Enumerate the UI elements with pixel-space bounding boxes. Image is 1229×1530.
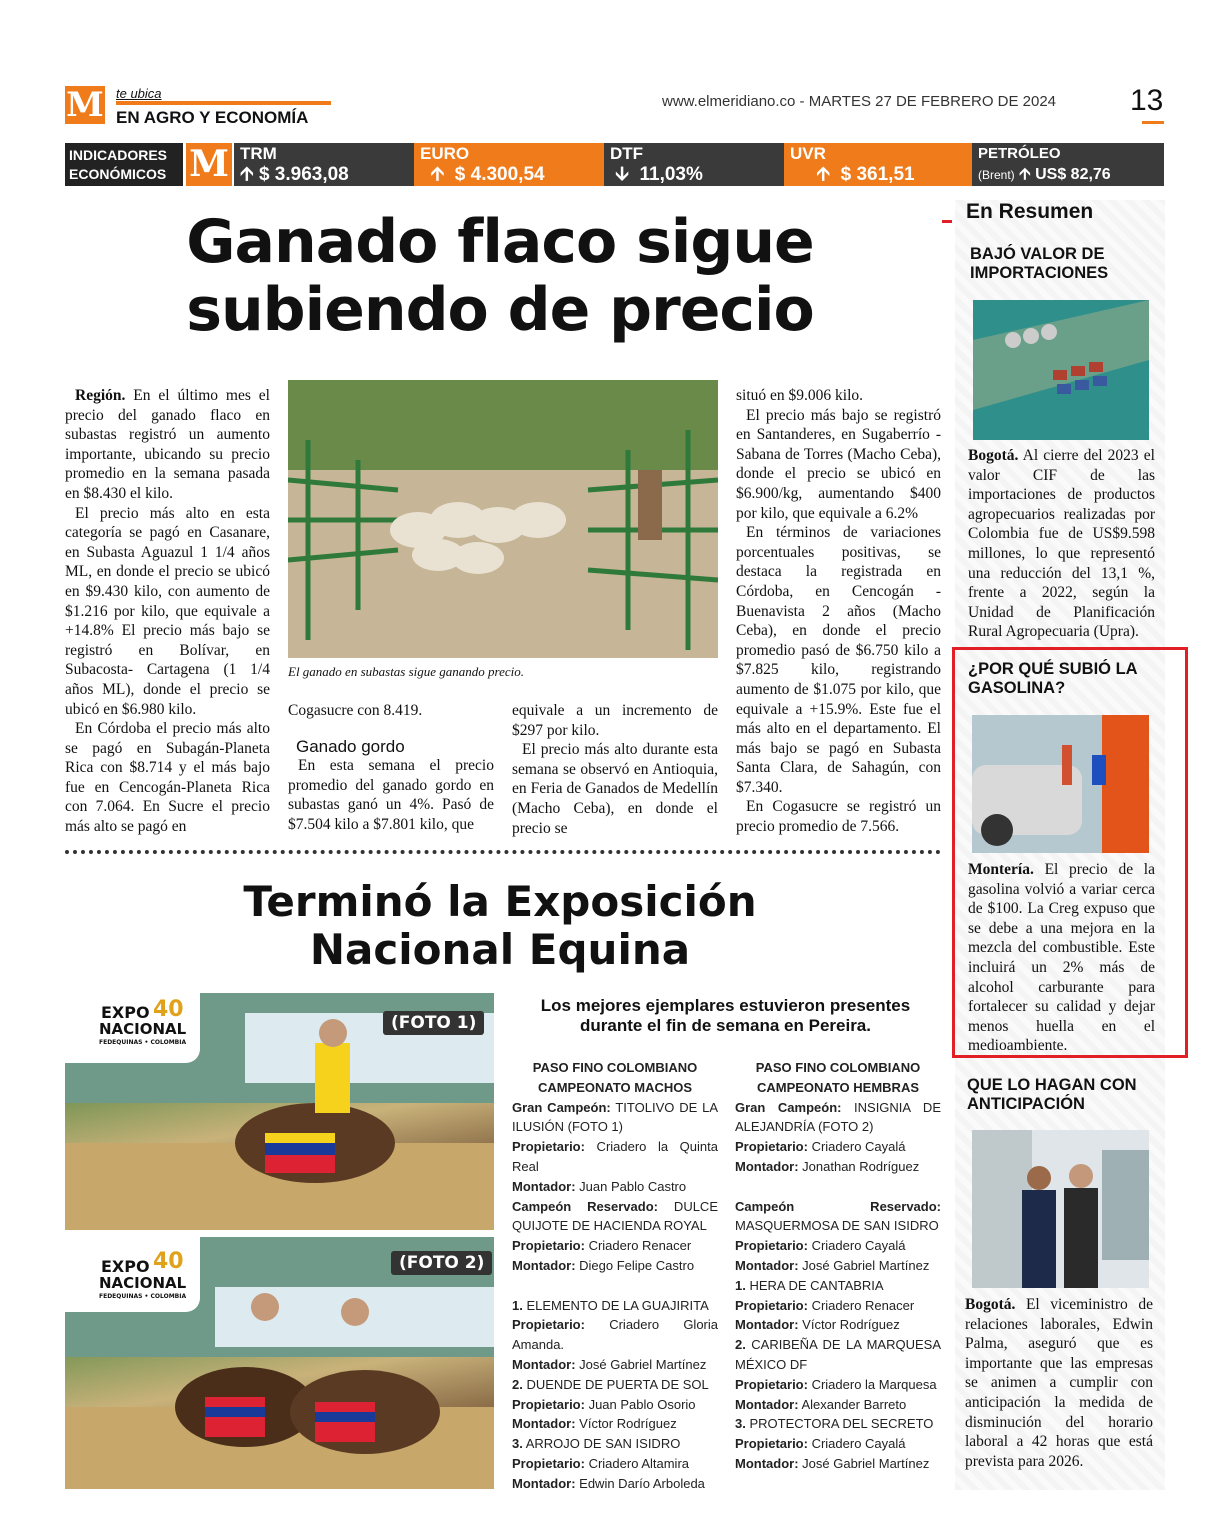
winner-line bbox=[512, 1098, 718, 1138]
winner-key: Montador: bbox=[512, 1475, 576, 1491]
winner-value: DULCE QUIJOTE DE HACIENDA ROYAL bbox=[512, 1198, 718, 1234]
article-divider bbox=[65, 850, 941, 854]
article1-col1: Región. En el último mes el precio del ganado flaco en subastas registró un aumento importante, ubicando su precio promedio en la semana pasada en $8.430 el kilo. El precio más alto en esta categoría se pagó en Casanare, en Subasta Aguazul 1 1/4 años ML, en donde el precio se ubicó en $9.430 kilo, con aumento de $1.216 por kilo, que equivale a +14.8% El precio más bajo se registró en Bolívar, en Subacosta- Cartagena (1 1/4 años ML), donde el precio se ubicó en $6.980 kilo. En Córdoba el precio más alto se pagó en Subagán-Planeta Rica con $8.714 y el más bajo fue en Cencogán-Planeta Rica con 7.064. En Sucre el precio más alto se pagó en bbox=[65, 387, 270, 836]
photo-tag-1: (FOTO 1) bbox=[383, 1011, 484, 1035]
indicators-label bbox=[65, 143, 183, 186]
cattle-auction-photo bbox=[288, 380, 718, 658]
expo-logo: EXPO NACIONAL 40 FEDEQUINAS • COLOMBIA bbox=[65, 993, 200, 1063]
winner-value: MASQUERMOSA DE SAN ISIDRO bbox=[735, 1218, 939, 1234]
winner-key: Montador: bbox=[512, 1416, 576, 1432]
winner-key: Montador: bbox=[735, 1317, 799, 1333]
winner-key: Montador: bbox=[735, 1396, 799, 1412]
winner-line bbox=[512, 1197, 718, 1237]
subhead-ganado-gordo: Ganado gordo bbox=[296, 736, 405, 756]
sidebar-marker bbox=[942, 220, 952, 223]
winner-value: PROTECTORA DEL SECRETO bbox=[745, 1416, 934, 1432]
indicator-euro bbox=[414, 143, 604, 186]
horse-photo-2 bbox=[65, 1237, 494, 1489]
indicators-label-line2: ECONÓMICOS bbox=[69, 166, 167, 182]
page-number-rule bbox=[1142, 121, 1164, 124]
winner-value: TITOLIVO DE LA ILUSIÓN (FOTO 1) bbox=[512, 1099, 718, 1135]
winner-key: Propietario: bbox=[512, 1455, 585, 1471]
winner-key: Campeón Reservado: bbox=[735, 1198, 941, 1214]
brief-text-gasolina: Montería. El precio de la gasolina volvió a variar cerca de $100. La Creg expuso que se debe a una mejora en la mezcla del combustible. Este incluirá un 2% más de alcohol carburante para fortalecer su calidad y dejar menos huella en el medioambiente. bbox=[968, 861, 1155, 1055]
winners-heading: CAMPEONATO HEMBRAS bbox=[756, 1079, 920, 1095]
headline-exposicion: Terminó la Exposición Nacional Equina bbox=[243, 877, 757, 974]
winner-line bbox=[735, 1414, 941, 1434]
winner-value: Criadero Renacer bbox=[807, 1297, 915, 1313]
winner-line bbox=[512, 1276, 718, 1296]
winner-key: Montador: bbox=[735, 1257, 799, 1273]
winner-value: Criadero Cayalá bbox=[807, 1436, 906, 1452]
winner-value: Juan Pablo Osorio bbox=[584, 1396, 696, 1412]
winner-key: Propietario: bbox=[512, 1317, 585, 1333]
article1-col3: equivale a un incremento de $297 por kilo. El precio más alto durante esta semana se observó en Antioquia, en Feria de Ganados de Medellín (Macho Ceba), en donde el precio se bbox=[512, 702, 718, 837]
winner-key: 1. bbox=[735, 1277, 746, 1293]
winner-key: Montador: bbox=[512, 1178, 576, 1194]
winner-line bbox=[735, 1236, 941, 1256]
winner-line bbox=[512, 1256, 718, 1276]
winner-value: Criadero Cayalá bbox=[807, 1139, 906, 1155]
photo-caption: El ganado en subastas sigue ganando precio. bbox=[288, 664, 525, 679]
winner-key: Propietario: bbox=[735, 1376, 808, 1392]
winner-line bbox=[735, 1454, 941, 1474]
winner-key: 3. bbox=[512, 1436, 523, 1452]
winner-key: Gran Campeón: bbox=[512, 1099, 611, 1115]
brief-text-anticipacion: Bogotá. El viceministro de relaciones laborales, Edwin Palma, aseguró que es importante que las empresas se animen a cumplir con anticipación la medida de disminución del horario laboral a 42 horas que está prevista para 2026. bbox=[965, 1296, 1153, 1470]
winner-line bbox=[512, 1454, 718, 1474]
winner-line bbox=[735, 1276, 941, 1296]
winner-line bbox=[512, 1355, 718, 1375]
up-arrow-icon: 🡩 bbox=[240, 164, 254, 185]
indicator-name: PETRÓLEO bbox=[978, 145, 1061, 162]
winner-key: 2. bbox=[735, 1337, 746, 1353]
winner-value: CARIBEÑA DE LA MARQUESA MÉXICO DF bbox=[735, 1337, 941, 1372]
winner-key: Montador: bbox=[735, 1455, 799, 1471]
indicators-label-line1: INDICADORES bbox=[69, 147, 168, 163]
indicator-name: TRM bbox=[240, 144, 277, 163]
expo-logo: EXPO NACIONAL 40 FEDEQUINAS • COLOMBIA bbox=[65, 1237, 200, 1312]
winner-value: Víctor Rodríguez bbox=[798, 1317, 900, 1333]
lead-location: Región. bbox=[75, 387, 126, 404]
officials-photo bbox=[972, 1130, 1149, 1288]
horse-photo-1 bbox=[65, 993, 494, 1230]
winner-key: Propietario: bbox=[512, 1139, 585, 1155]
winner-value: ARROJO DE SAN ISIDRO bbox=[522, 1436, 681, 1452]
winner-line bbox=[735, 1375, 941, 1395]
winner-value: INSIGNIA DE ALEJANDRÍA (FOTO 2) bbox=[735, 1099, 941, 1135]
winner-value: Diego Felipe Castro bbox=[575, 1257, 695, 1273]
winner-value: José Gabriel Martínez bbox=[798, 1257, 930, 1273]
brief-title-gasolina: ¿POR QUÉ SUBIÓ LA GASOLINA? bbox=[968, 660, 1137, 697]
winners-heading: PASO FINO COLOMBIANO bbox=[532, 1060, 698, 1075]
winner-value: Criadero Renacer bbox=[584, 1238, 692, 1254]
winner-value: Criadero la Quinta Real bbox=[512, 1139, 718, 1174]
winner-line bbox=[512, 1474, 718, 1494]
winner-line bbox=[512, 1414, 718, 1434]
winner-key: 1. bbox=[512, 1297, 523, 1313]
winner-line bbox=[512, 1177, 718, 1197]
headline-ganado: Ganado flaco sigue subiendo de precio bbox=[186, 207, 814, 345]
winners-heading: CAMPEONATO MACHOS bbox=[537, 1079, 693, 1095]
winner-line bbox=[512, 1375, 718, 1395]
winner-value: HERA DE CANTABRIA bbox=[745, 1277, 884, 1293]
indicator-uvr bbox=[784, 143, 972, 186]
winner-value: Edwin Darío Arboleda bbox=[575, 1475, 705, 1491]
winner-line bbox=[735, 1296, 941, 1316]
winner-key: Propietario: bbox=[735, 1297, 808, 1313]
winner-key: Gran Campeón: bbox=[735, 1099, 842, 1115]
header-rule bbox=[116, 101, 331, 105]
winner-value: DUENDE DE PUERTA DE SOL bbox=[522, 1376, 709, 1392]
indicator-value: (Brent) 🡩 US$ 82,76 bbox=[978, 166, 1111, 183]
gas-station-photo bbox=[972, 715, 1149, 853]
page-number: 13 bbox=[1130, 84, 1164, 117]
winner-line bbox=[735, 1434, 941, 1454]
article1-col4: situó en $9.006 kilo. El precio más bajo se registró en Santanderes, en Sugaberrío - Sabana de Torres (Macho Ceba), donde el precio se ubicó en $6.900/kg, aumentando $400 por kilo, que equivale a 6.2% En términos de variaciones porcentuales positivas, se destaca la registrada en Córdoba, en Cencogán - Buenavista 2 años (Macho Ceba), en donde el precio promedio pasó de $6.750 kilo a $7.825 kilo, registrando aumento de $1.075 por kilo, que equivale a +15.9%. Este fue el más alto en el departamento. El más bajo se pagó en Subasta Santa Clara, de Sahagún, con $7.340. En Cogasucre se registró un precio promedio de 7.566. bbox=[736, 387, 941, 836]
winner-key: Propietario: bbox=[735, 1436, 808, 1452]
winner-line bbox=[512, 1434, 718, 1454]
up-arrow-icon: 🡩 bbox=[1019, 166, 1031, 183]
up-arrow-icon: 🡩 bbox=[430, 164, 445, 185]
indicator-name: EURO bbox=[420, 144, 470, 163]
winners-hembras bbox=[735, 1058, 941, 1474]
winner-key: Propietario: bbox=[512, 1396, 585, 1412]
indicator-dtf bbox=[604, 143, 784, 186]
winner-line bbox=[512, 1315, 718, 1355]
winner-line bbox=[735, 1137, 941, 1157]
winner-value: Víctor Rodríguez bbox=[575, 1416, 677, 1432]
winner-value: José Gabriel Martínez bbox=[575, 1356, 707, 1372]
winner-line bbox=[512, 1137, 718, 1177]
winner-key: Propietario: bbox=[735, 1139, 808, 1155]
article1-col2: Cogasucre con 8.419. Ganado gordo En esta semana el precio promedio del ganado gordo en subastas ganó un 4%. Pasó de $7.504 kilo a $7.801 kilo, que bbox=[288, 702, 494, 833]
photo-tag-2: (FOTO 2) bbox=[391, 1251, 492, 1275]
winner-key: Campeón Reservado: bbox=[512, 1198, 658, 1214]
indicator-name: UVR bbox=[790, 144, 826, 163]
winner-value: Criadero la Marquesa bbox=[807, 1376, 937, 1392]
winner-value: Jonathan Rodríguez bbox=[798, 1158, 920, 1174]
indicators-logo: M bbox=[186, 143, 232, 186]
winner-value: Alexander Barreto bbox=[798, 1396, 907, 1412]
indicator-value: 🡩 $ 361,51 bbox=[816, 164, 915, 185]
winner-value: Criadero Gloria Amanda. bbox=[512, 1317, 718, 1353]
indicator-trm bbox=[234, 143, 414, 186]
winner-value: Criadero Cayalá bbox=[807, 1238, 906, 1254]
winner-line bbox=[735, 1335, 941, 1375]
winner-line bbox=[735, 1315, 941, 1335]
winner-value: Juan Pablo Castro bbox=[575, 1178, 687, 1194]
section-title: EN AGRO Y ECONOMÍA bbox=[116, 108, 309, 127]
winners-machos bbox=[512, 1058, 718, 1494]
winner-key: Montador: bbox=[512, 1257, 576, 1273]
winner-line bbox=[735, 1256, 941, 1276]
down-arrow-icon: 🡫 bbox=[615, 164, 629, 185]
winner-key: 2. bbox=[512, 1376, 523, 1392]
sidebar-title: En Resumen bbox=[966, 200, 1094, 223]
port-photo bbox=[973, 300, 1149, 440]
winner-line bbox=[735, 1157, 941, 1177]
indicator-name: DTF bbox=[610, 144, 644, 163]
winner-line bbox=[735, 1395, 941, 1415]
brief-title-anticipacion: QUE LO HAGAN CON ANTICIPACIÓN bbox=[967, 1076, 1137, 1113]
tagline: te ubica bbox=[116, 86, 162, 101]
brief-title-importaciones: BAJÓ VALOR DE IMPORTACIONES bbox=[970, 245, 1109, 282]
winner-value: José Gabriel Martínez bbox=[798, 1455, 930, 1471]
up-arrow-icon: 🡩 bbox=[816, 164, 831, 185]
winner-value: Criadero Altamira bbox=[584, 1455, 690, 1471]
winner-key: 3. bbox=[735, 1416, 746, 1432]
winner-key: Montador: bbox=[512, 1356, 576, 1372]
winner-line bbox=[735, 1197, 941, 1237]
winner-key: Propietario: bbox=[735, 1238, 808, 1254]
dateline: www.elmeridiano.co - MARTES 27 DE FEBRERO DE 2024 bbox=[662, 93, 1057, 110]
indicator-petroleo bbox=[972, 143, 1164, 186]
article2-deck: Los mejores ejemplares estuvieron presentes durante el fin de semana en Pereira. bbox=[540, 996, 911, 1035]
indicator-value: 🡫 11,03% bbox=[615, 164, 703, 185]
brand-logo: M bbox=[66, 85, 104, 125]
indicator-value: 🡩 $ 3.963,08 bbox=[240, 164, 349, 185]
winner-line bbox=[512, 1236, 718, 1256]
winners-heading: PASO FINO COLOMBIANO bbox=[755, 1060, 921, 1075]
winner-line bbox=[735, 1177, 941, 1197]
indicator-value: 🡩 $ 4.300,54 bbox=[430, 164, 545, 185]
winner-key: Propietario: bbox=[512, 1238, 585, 1254]
brief-text-importaciones: Bogotá. Al cierre del 2023 el valor CIF de las importaciones de productos agropecuarios realizadas por Colombia fue de US$9.598 millones, lo que representó una reducción del 13,1 %, frente a 2022, según la Unidad de Planificación Rural Agropecuaria (Upra). bbox=[968, 447, 1155, 641]
winner-line bbox=[512, 1395, 718, 1415]
winner-value: ELEMENTO DE LA GUAJIRITA bbox=[522, 1297, 709, 1313]
winner-line bbox=[512, 1296, 718, 1316]
indicator-sub: (Brent) bbox=[978, 168, 1015, 182]
winner-line bbox=[735, 1098, 941, 1138]
winner-key: Montador: bbox=[735, 1158, 799, 1174]
